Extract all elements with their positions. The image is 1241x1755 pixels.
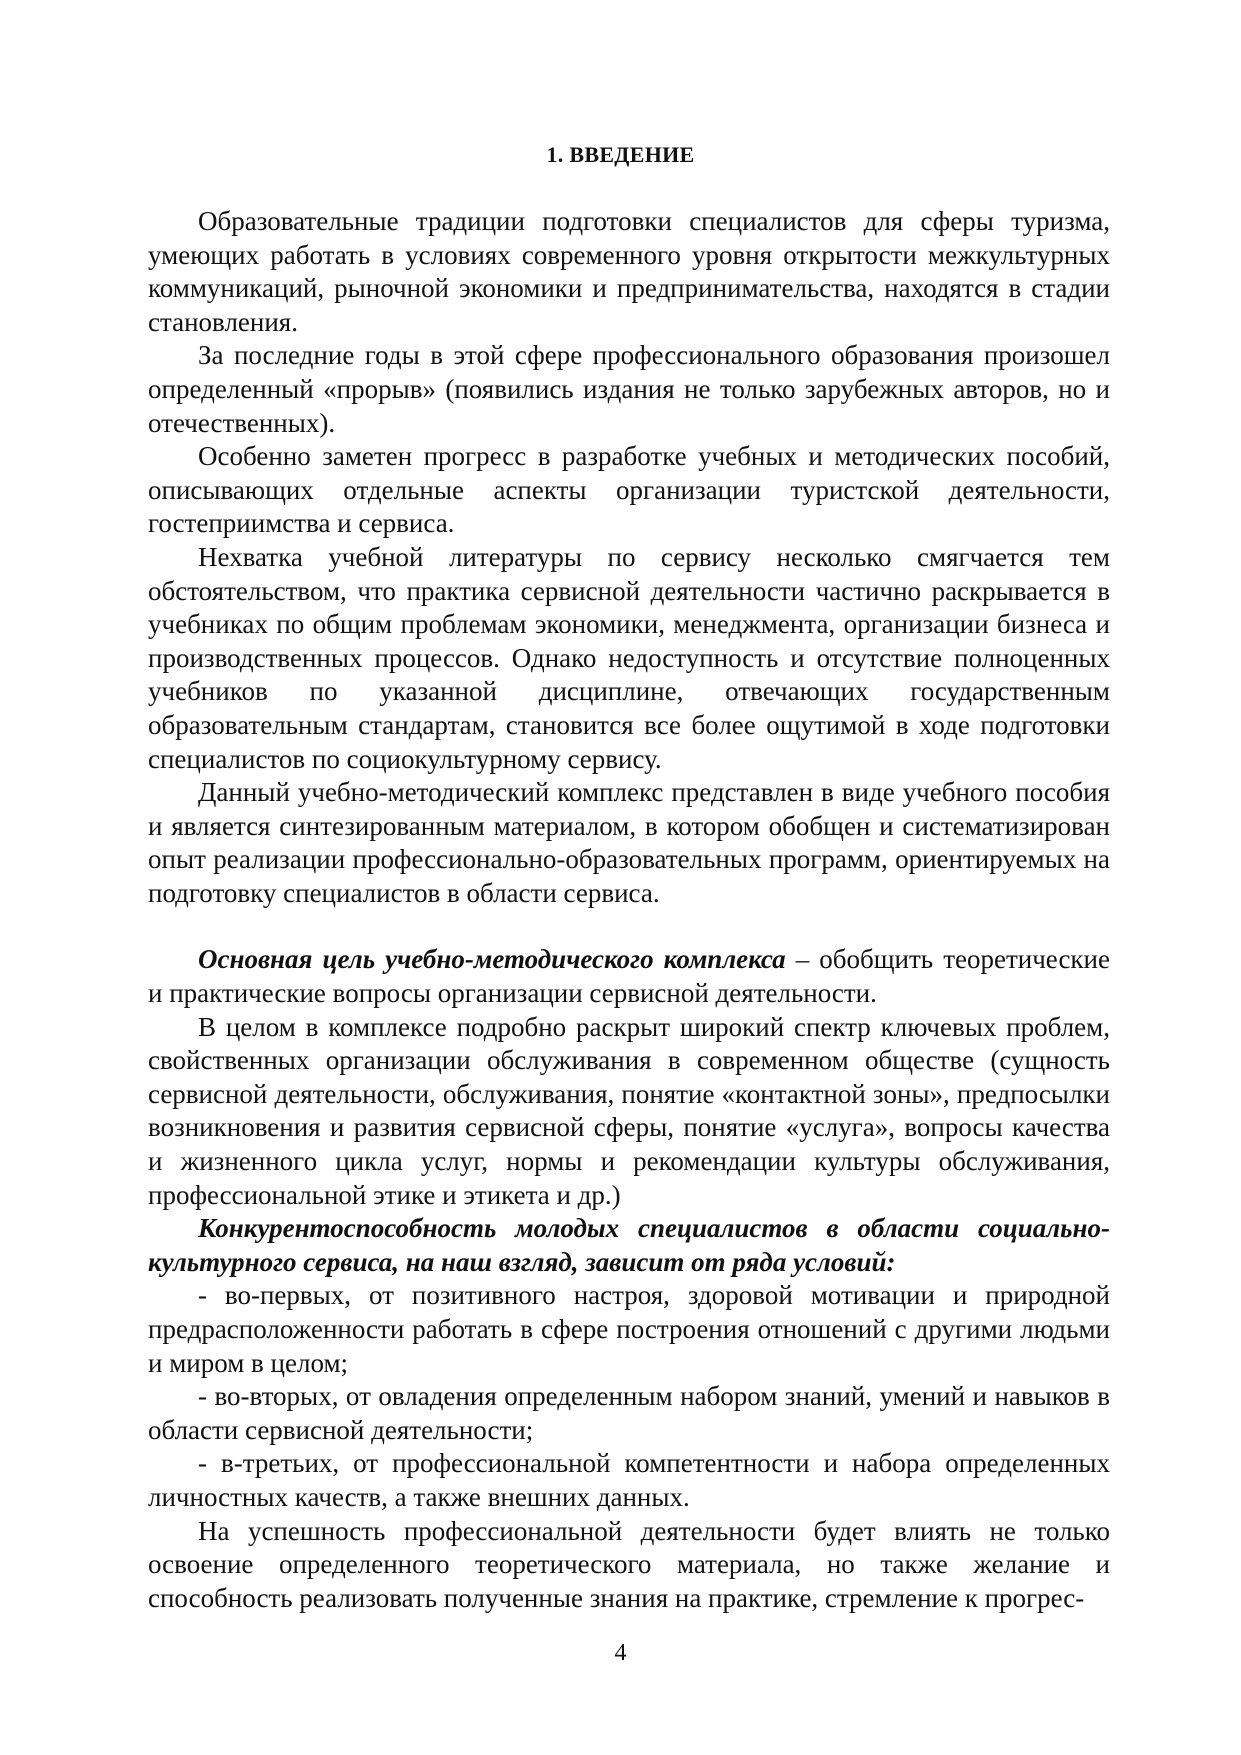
- paragraph-breakthrough: За последние годы в этой сфере профессионального образования произошел определенный «прорыв» (появились издания не только зарубежных авторов, но и отечественных).: [148, 340, 1110, 438]
- body-text: [148, 205, 1110, 1615]
- main-goal-text: – обобщить теоретические и практические вопросы организации сервисной деятельности.: [148, 944, 1110, 1009]
- paragraph-traditions: Образовательные традиции подготовки специалистов для сферы туризма, умеющих работать в условиях современного уровня открытости межкультурных коммуникаций, рыночной экономики и предпринимательства, находятся в стадии становления.: [148, 206, 1110, 337]
- paragraph-competitiveness: Конкурентоспособность молодых специалистов в области социально-культурного сервиса, на наш взгляд, зависит от ряда условий:: [148, 1213, 1110, 1277]
- paragraph-main-goal: [148, 943, 1110, 1010]
- paragraph-progress: Особенно заметен прогресс в разработке учебных и методических пособий, описывающих отдельные аспекты организации туристской деятельности, гостеприимства и сервиса.: [148, 441, 1110, 539]
- paragraph-closing: На успешность профессиональной деятельности будет влиять не только освоение определенного теоретического материала, но также желание и способность реализовать полученные знания на практике, стремление к прогрес-: [148, 1515, 1110, 1613]
- condition-first: - во-первых, от позитивного настроя, здоровой мотивации и природной предрасположенности работать в сфере построения отношений с другими людьми и миром в целом;: [148, 1280, 1110, 1378]
- paragraph-literature-shortage: Нехватка учебной литературы по сервису несколько смягчается тем обстоятельством, что практика сервисной деятельности частично раскрывается в учебниках по общим проблемам экономики, менеджмента, организации бизнеса и производственных процессов. Однако недоступность и отсутствие полноценных учебников по указанной дисциплине, отвечающих государственным образовательным стандартам, становится все более ощутимой в ходе подготовки специалистов по социокультурному сервису.: [148, 541, 1110, 774]
- page-title: 1. ВВЕДЕНИЕ: [546, 142, 695, 167]
- paragraph-scope: В целом в комплексе подробно раскрыт широкий спектр ключевых проблем, свойственных организации обслуживания в современном обществе (сущность сервисной деятельности, обслуживания, понятие «контактной зоны», предпосылки возникновения и развития сервисной сферы, понятие «услуга», вопросы качества и жизненного цикла услуг, нормы и рекомендации культуры обслуживания, профессиональной этике и этикета и др.): [148, 1011, 1110, 1210]
- condition-third: - в-третьих, от профессиональной компетентности и набора определенных личностных качеств, а также внешних данных.: [148, 1448, 1110, 1512]
- main-goal-emphasis: Основная цель учебно-методического комплекса: [198, 944, 786, 975]
- paragraph-complex-description: Данный учебно-методический комплекс представлен в виде учебного пособия и является синтезированным материалом, в котором обобщен и систематизирован опыт реализации профессионально-образовательных программ, ориентируемых на подготовку специалистов в области сервиса.: [148, 777, 1110, 908]
- page-number: 4: [614, 1640, 627, 1666]
- condition-second: - во-вторых, от овладения определенным набором знаний, умений и навыков в области сервисной деятельности;: [148, 1381, 1110, 1445]
